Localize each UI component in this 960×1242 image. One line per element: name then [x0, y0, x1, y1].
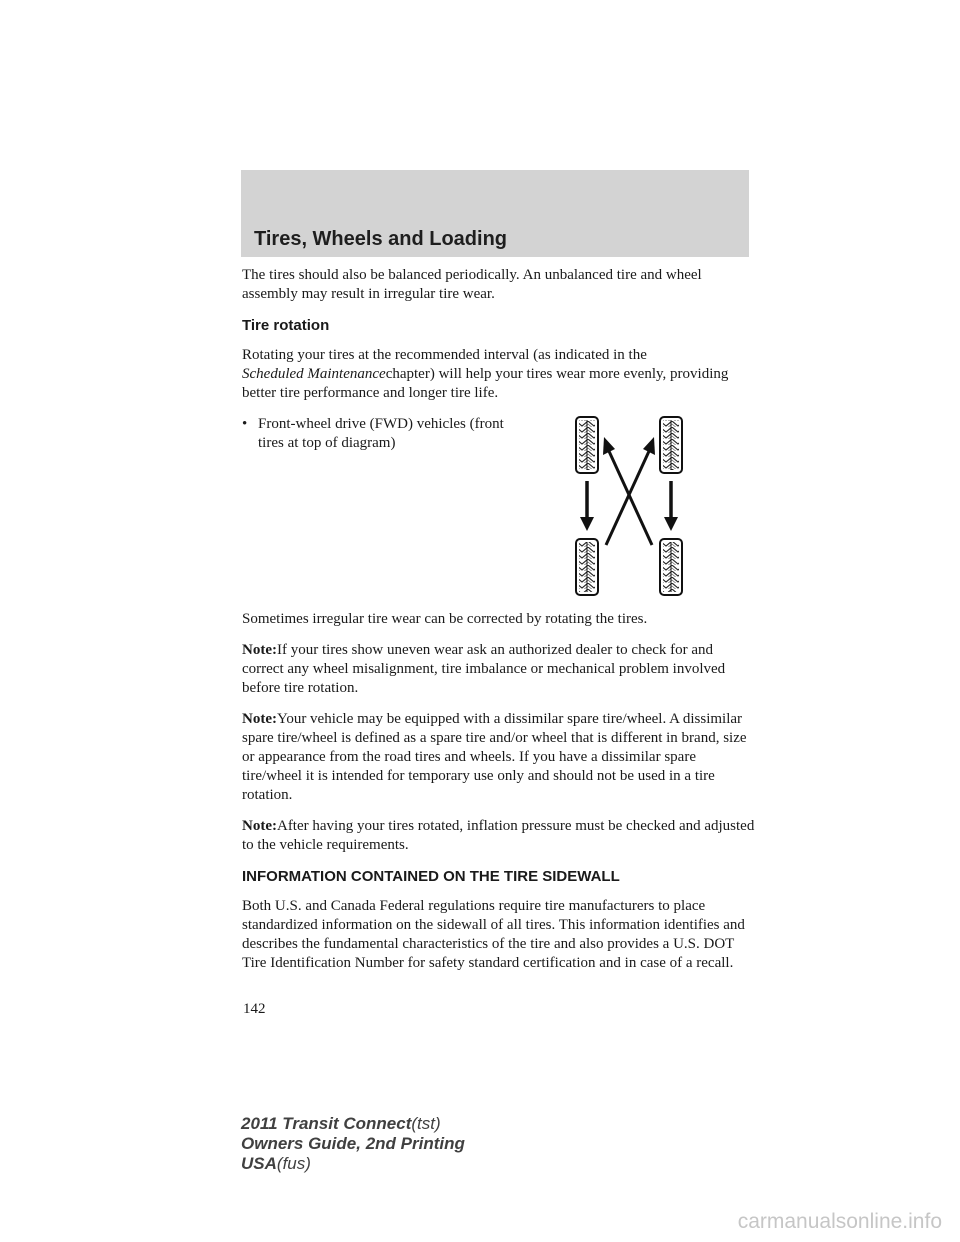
note-label: Note: — [242, 642, 277, 658]
irregular-wear-paragraph: Sometimes irregular tire wear can be corrected by rotating the tires. — [242, 611, 648, 627]
site-watermark: carmanualsonline.info — [737, 1210, 942, 1233]
note-dissimilar-spare — [242, 710, 758, 805]
tire-rotation-heading: Tire rotation — [242, 317, 330, 334]
footer-model-code: (tst) — [411, 1114, 441, 1133]
page-content — [242, 266, 758, 985]
arrow-diagonal-icon — [603, 437, 652, 545]
rotation-text-end: chapter) will help your tires wear more evenly, providing better tire performance and longer tire life. — [242, 366, 729, 401]
note-inflation-pressure — [242, 817, 758, 855]
tire-icon — [576, 539, 598, 595]
fwd-bullet-row — [242, 415, 758, 601]
rotation-text-start: Rotating your tires at the recommended interval (as indicated in the — [242, 347, 647, 363]
intro-paragraph: The tires should also be balanced periodically. An unbalanced tire and wheel assembly may result in irregular tire wear. — [242, 267, 702, 302]
scheduled-maintenance-reference: Scheduled Maintenance — [242, 366, 386, 382]
bullet-mark: • — [242, 416, 248, 432]
arrow-down-icon — [580, 481, 594, 531]
note-uneven-wear-text: If your tires show uneven wear ask an authorized dealer to check for and correct any wheel misalignment, tire imbalance or mechanical problem involved before tire rotation. — [242, 642, 726, 696]
footer-line-market — [241, 1154, 465, 1174]
note-label: Note: — [242, 711, 277, 727]
sidewall-info-paragraph: Both U.S. and Canada Federal regulations require tire manufacturers to place standardized information on the sidewall of all tires. This information identifies and describes the fundamental characteristics of the tire and also provides a U.S. DOT Tire Identification Number for safety standard certification and in case of a recall. — [242, 898, 745, 971]
rotation-diagram-svg — [540, 415, 760, 601]
footer-line-model — [241, 1114, 465, 1134]
chapter-title: Tires, Wheels and Loading — [254, 228, 508, 250]
rotation-paragraph — [242, 346, 758, 403]
document-footer — [241, 1114, 465, 1174]
note-uneven-wear — [242, 641, 758, 698]
fwd-bullet — [242, 415, 530, 601]
sidewall-info-heading: INFORMATION CONTAINED ON THE TIRE SIDEWALL — [242, 868, 620, 885]
note-label: Note: — [242, 818, 277, 834]
note-inflation-pressure-text: After having your tires rotated, inflation pressure must be checked and adjusted to the vehicle requirements. — [242, 818, 755, 853]
fwd-bullet-text: Front-wheel drive (FWD) vehicles (front tires at top of diagram) — [258, 416, 504, 451]
arrow-down-icon — [664, 481, 678, 531]
footer-market: USA — [241, 1154, 277, 1173]
tire-icon — [660, 417, 682, 473]
page-number: 142 — [243, 1001, 266, 1017]
footer-market-code: (fus) — [276, 1154, 311, 1173]
tire-icon — [576, 417, 598, 473]
tire-rotation-diagram — [540, 415, 758, 601]
note-dissimilar-spare-text: Your vehicle may be equipped with a dissimilar spare tire/wheel. A dissimilar spare tire/wheel is defined as a spare tire and/or wheel that is different in brand, size or appearance from the road tires and wheels. If you have a dissimilar spare tire/wheel it is intended for temporary use only and should not be used in a tire rotation. — [242, 711, 747, 803]
arrow-diagonal-icon — [606, 437, 655, 545]
footer-guide-edition: Owners Guide, 2nd Printing — [241, 1134, 465, 1153]
footer-model-name: 2011 Transit Connect — [241, 1114, 412, 1133]
tire-icon — [660, 539, 682, 595]
